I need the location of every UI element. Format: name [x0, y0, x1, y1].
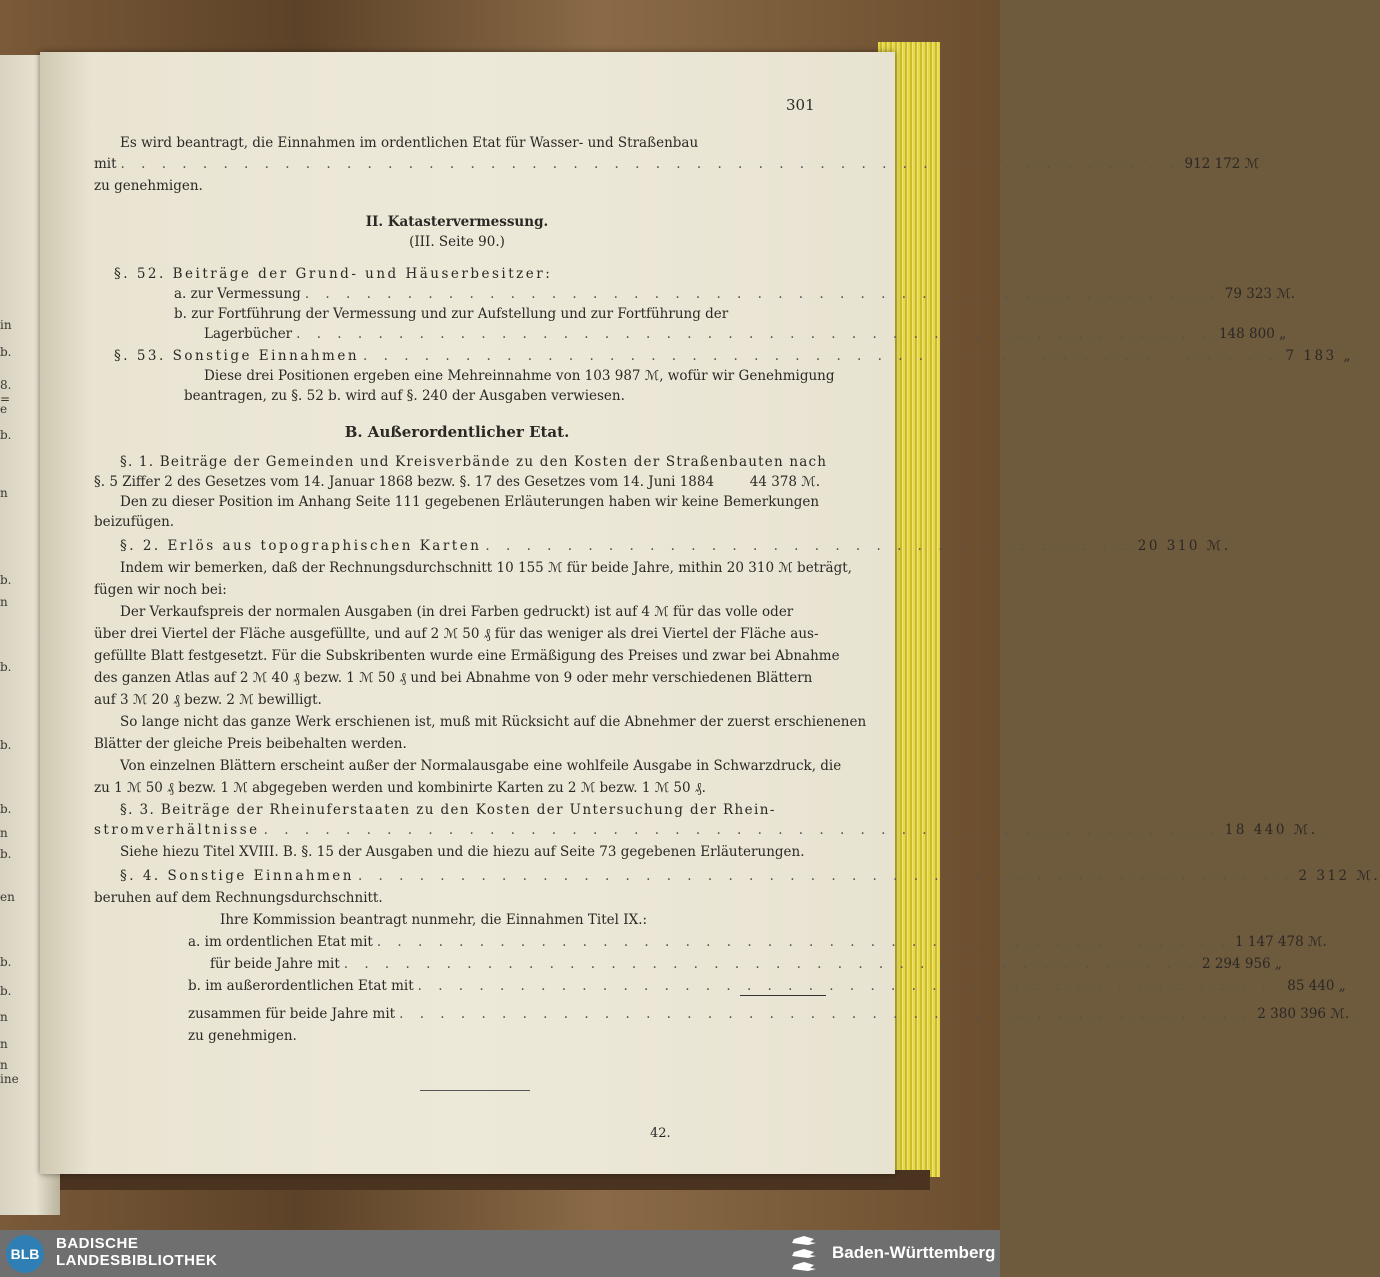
text-line: §. 5 Ziffer 2 des Gesetzes vom 14. Januar 1868 bezw. §. 17 des Gesetzes vom 14. Juni 1884 44 378 ℳ.	[94, 474, 820, 490]
paragraph-heading: §. 53. Sonstige Einnahmen . . . . . . . . . . . . . . . . . . . . . . . . . . . . . . . . . . . . . . . . . . . . . 7 183 „	[114, 348, 1353, 364]
library-name-line-1: BADISCHE	[56, 1235, 139, 1252]
left-page-fragment: n	[0, 1037, 8, 1051]
paragraph-heading: §. 3. Beiträge der Rheinuferstaaten zu den Kosten der Untersuchung der Rhein-	[120, 802, 776, 818]
paragraph-heading: §. 4. Sonstige Einnahmen . . . . . . . . . . . . . . . . . . . . . . . . . . . . . . . . . . . . . . . . . . . . . . 2 312 ℳ.	[120, 868, 1380, 884]
text-line: Indem wir bemerken, daß der Rechnungsdurchschnitt 10 155 ℳ für beide Jahre, mithin 20 310 ℳ beträgt,	[120, 560, 852, 576]
text-line: Ihre Kommission beantragt nunmehr, die Einnahmen Titel IX.:	[220, 912, 648, 928]
text-line: auf 3 ℳ 20 ₰ bezw. 2 ℳ bewilligt.	[94, 692, 322, 708]
left-page-fragment: n	[0, 486, 8, 500]
section-subheading: (III. Seite 90.)	[409, 234, 505, 250]
text-line: beantragen, zu §. 52 b. wird auf §. 240 der Ausgaben verwiesen.	[184, 388, 625, 404]
state-name[interactable]: Baden-Württemberg	[832, 1243, 996, 1262]
left-page-fragment: b.	[0, 955, 12, 969]
left-page-fragment: 8.	[0, 378, 12, 392]
library-name[interactable]	[56, 1235, 217, 1269]
footer-signature-number: 42.	[650, 1126, 671, 1141]
left-page-fragment: n	[0, 1058, 8, 1072]
text-line: zu genehmigen.	[94, 178, 203, 194]
text-line: b. zur Fortführung der Vermessung und zur Aufstellung und zur Fortführung der	[174, 306, 729, 322]
text-line: mit . . . . . . . . . . . . . . . . . . . . . . . . . . . . . . . . . . . . . . . . . . . . . . . . . . . . 912 172 ℳ	[94, 156, 1260, 172]
left-page-fragment: n	[0, 826, 8, 840]
sum-rule	[740, 995, 826, 996]
text-line: zusammen für beide Jahre mit . . . . . . . . . . . . . . . . . . . . . . . . . . . . . . . . . . . . . . . . . . 2 380 396 ℳ.	[188, 1006, 1350, 1022]
left-page-fragment: b.	[0, 802, 12, 816]
text-line: Der Verkaufspreis der normalen Ausgaben (in drei Farben gedruckt) ist auf 4 ℳ für das volle oder	[120, 604, 794, 620]
paragraph-heading: §. 52. Beiträge der Grund- und Häuserbesitzer:	[114, 266, 553, 282]
paragraph-heading: §. 2. Erlös aus topographischen Karten . . . . . . . . . . . . . . . . . . . . . . . . . . . . . . . . 20 310 ℳ.	[120, 538, 1231, 554]
left-page-fragment: n	[0, 1010, 8, 1024]
text-line: zu 1 ℳ 50 ₰ bezw. 1 ℳ abgegeben werden und kombinirte Karten zu 2 ℳ bezw. 1 ℳ 50 ₰.	[94, 780, 706, 796]
paragraph-heading: §. 1. Beiträge der Gemeinden und Kreisverbände zu den Kosten der Straßenbauten nach	[120, 454, 828, 470]
text-line: über drei Viertel der Fläche ausgefüllte, und auf 2 ℳ 50 ₰ für das weniger als drei Viertel der Fläche aus-	[94, 626, 819, 642]
left-page-fragment: b.	[0, 428, 12, 442]
page-number: 301	[786, 96, 815, 114]
library-name-line-2: LANDESBIBLIOTHEK	[56, 1252, 218, 1269]
text-line: So lange nicht das ganze Werk erschienen ist, muß mit Rücksicht auf die Abnehmer der zuerst erschienenen	[120, 714, 867, 730]
left-page-fragment: b.	[0, 738, 12, 752]
lions-coat-of-arms-icon	[790, 1233, 822, 1273]
left-page-fragment: en	[0, 890, 15, 904]
text-line: a. im ordentlichen Etat mit . . . . . . . . . . . . . . . . . . . . . . . . . . . . . . . . . . . . . . . . . . 1 147 478 ℳ.	[188, 934, 1327, 950]
left-page-fragment: b.	[0, 984, 12, 998]
left-page-fragment: in	[0, 318, 12, 332]
section-heading: B. Außerordentlicher Etat.	[344, 423, 570, 441]
blb-logo[interactable]: BLB	[6, 1235, 44, 1273]
text-line: Diese drei Positionen ergeben eine Mehreinnahme von 103 987 ℳ, wofür wir Genehmigung	[204, 368, 835, 384]
text-line: des ganzen Atlas auf 2 ℳ 40 ₰ bezw. 1 ℳ 50 ₰ und bei Abnahme von 9 oder mehr verschiedenen Blättern	[94, 670, 813, 686]
text-line: b. im außerordentlichen Etat mit . . . . . . . . . . . . . . . . . . . . . . . . . . . . . . . . . . . . . . . . . . 85 440 „	[188, 978, 1346, 994]
left-page-fragment: b.	[0, 573, 12, 587]
left-page-fragment: =	[0, 392, 11, 406]
text-line: zu genehmigen.	[188, 1028, 297, 1044]
text-line: Lagerbücher . . . . . . . . . . . . . . . . . . . . . . . . . . . . . . . . . . . . . . . . . . . . . 148 800 „	[204, 326, 1287, 342]
text-line: Siehe hiezu Titel XVIII. B. §. 15 der Ausgaben und die hiezu auf Seite 73 gegebenen Erläuterungen.	[120, 844, 805, 860]
text-line: für beide Jahre mit . . . . . . . . . . . . . . . . . . . . . . . . . . . . . . . . . . . . . . . . . . 2 294 956 „	[210, 956, 1282, 972]
left-page-fragment: b.	[0, 345, 12, 359]
text-line: Es wird beantragt, die Einnahmen im ordentlichen Etat für Wasser- und Straßenbau	[120, 135, 699, 151]
text-line: beruhen auf dem Rechnungsdurchschnitt.	[94, 890, 383, 906]
left-page-fragment: b.	[0, 847, 12, 861]
text-line: beizufügen.	[94, 514, 175, 530]
text-line: Den zu dieser Position im Anhang Seite 111 gegebenen Erläuterungen haben wir keine Bemerkungen	[120, 494, 820, 510]
text-line: Von einzelnen Blättern erscheint außer der Normalausgabe eine wohlfeile Ausgabe in Schwarzdruck, die	[120, 758, 842, 774]
text-line: Blätter der gleiche Preis beibehalten werden.	[94, 736, 407, 752]
text-line: a. zur Vermessung . . . . . . . . . . . . . . . . . . . . . . . . . . . . . . . . . . . . . . . . . . . . . 79 323 ℳ.	[174, 286, 1296, 302]
left-page-fragment: e	[0, 402, 8, 416]
text-line: gefüllte Blatt festgesetzt. Für die Subskribenten wurde eine Ermäßigung des Preises und zwar bei Abnahme	[94, 648, 840, 664]
paragraph-heading: stromverhältnisse . . . . . . . . . . . . . . . . . . . . . . . . . . . . . . . . . . . . . . . . . . . . . . . 18 440 ℳ.	[94, 822, 1318, 838]
footnote-rule	[420, 1090, 530, 1091]
left-page-fragment: n	[0, 595, 8, 609]
text-line: fügen wir noch bei:	[94, 582, 227, 598]
section-heading: II. Katastervermessung.	[365, 214, 549, 230]
left-page-fragment: ine	[0, 1072, 19, 1086]
left-page-fragment: b.	[0, 660, 12, 674]
